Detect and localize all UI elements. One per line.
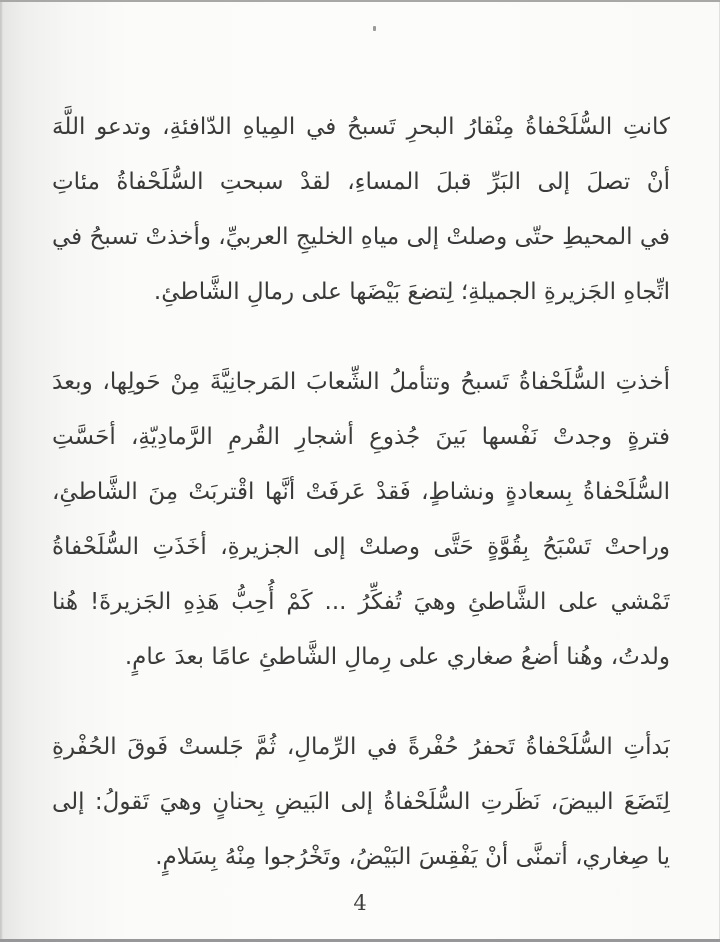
paragraph-2 (52, 355, 670, 685)
scan-artifact-speck (373, 26, 376, 31)
text-line: لِتَضَعَ البيضَ، نَظَرتِ السُّلَحْفاةُ إلى البَيضِ بِحنانٍ وهيَ تَقولُ: إلى (52, 789, 670, 815)
paragraph-3 (52, 720, 670, 885)
story-text-block (52, 100, 670, 885)
text-line: في المحيطِ حتّى وصلتْ إلى مياهِ الخليجِ العربيِّ، وأخذتْ تسبحُ في (52, 224, 670, 250)
text-line: يا صِغاري، أتمنَّى أنْ يَفْقِسَ البَيْضُ، وتَخْرُجوا مِنْهُ بِسَلامٍ. (155, 844, 670, 870)
text-line: بَدأتِ السُّلَحْفاةُ تَحفرُ حُفْرةً في الرِّمالِ، ثُمَّ جَلستْ فَوقَ الحُفْرةِ (52, 734, 670, 760)
text-line: السُّلَحْفاةُ بِسعادةٍ ونشاطٍ، فَقدْ عَرفَتْ أنَّها اقْتربَتْ مِنَ الشَّاطئِ، (52, 479, 670, 505)
text-line: تَمْشي على الشَّاطئِ وهيَ تُفكِّرُ ... كَمْ أُحِبُّ هَذِهِ الجَزيرةَ! هُنا (52, 589, 670, 615)
text-line: وراحتْ تَسْبَحُ بِقُوَّةٍ حَتَّى وصلتْ إلى الجزيرةِ، أخَذَتِ السُّلَحْفاةُ (52, 534, 670, 560)
paragraph-1 (52, 100, 670, 320)
page-number: 4 (353, 891, 367, 915)
text-line: كانتِ السُّلَحْفاةُ مِنْقارُ البحرِ تَسبحُ في المِياهِ الدّافئةِ، وتدعو اللَّهَ (52, 114, 670, 140)
text-line: فترةٍ وجدتْ نَفْسها بَينَ جُذوعِ أشجارِ القُرمِ الرَّمادِيّةِ، أحَسَّتِ (52, 424, 670, 450)
text-line: أخذتِ السُّلَحْفاةُ تَسبحُ وتتأملُ الشِّعابَ المَرجانِيَّةَ مِنْ حَولِها، وبعدَ (52, 369, 670, 395)
text-line: أنْ تصلَ إلى البَرِّ قبلَ المساءِ، لقدْ سبحتِ السُّلَحْفاةُ مئاتِ (52, 169, 670, 195)
text-line: اتِّجاهِ الجَزيرةِ الجميلةِ؛ لِتضعَ بَيْضَها على رمالِ الشَّاطئِ. (153, 279, 670, 305)
text-line: ولدتُ، وهُنا أضعُ صغاري على رِمالِ الشَّاطئِ عامًا بعدَ عامٍ. (124, 644, 670, 670)
